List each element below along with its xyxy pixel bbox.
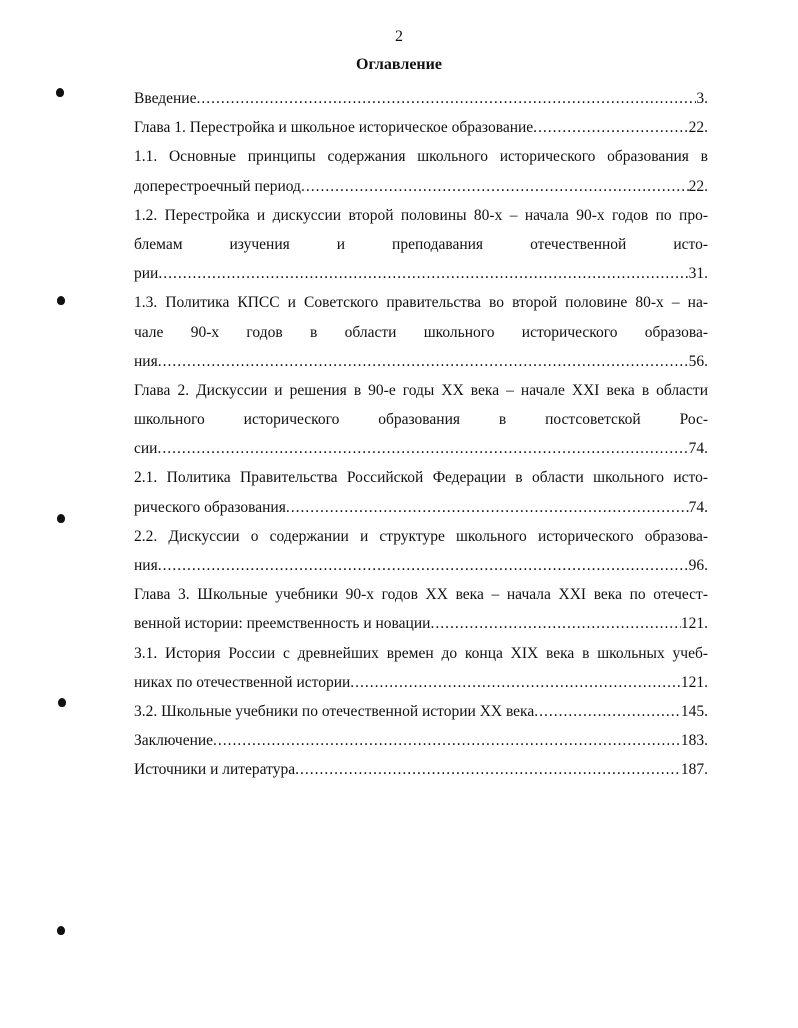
toc-entry-line: 1.3. Политика КПСС и Советского правительства во второй половине 80-х – на- (134, 294, 708, 312)
dot-leader (158, 259, 688, 288)
toc-entry-line: 1.1. Основные принципы содержания школьного исторического образования в (134, 148, 708, 166)
toc-entry-text: рии (134, 265, 159, 283)
toc-entry-text: Введение (134, 90, 197, 107)
table-of-contents (134, 84, 708, 785)
toc-entry-text: венной истории: преемственность и новации (134, 615, 431, 633)
toc-entry-section-1-3 (134, 288, 708, 376)
toc-title: Оглавление (356, 56, 442, 73)
punch-hole-mark (58, 698, 66, 707)
toc-entry-line: Глава 2. Дискуссии и решения в 90-е годы XX века – начале XXI века в области (134, 381, 708, 399)
toc-entry-line: блемам изучения и преподавания отечественной исто- (134, 235, 708, 253)
toc-entry-last-line (134, 493, 708, 522)
toc-page-number: 121. (680, 673, 708, 691)
toc-entry-section-3-2 (134, 697, 708, 726)
toc-entry-text: Заключение (134, 732, 214, 750)
toc-entry-line: чале 90-х годов в области школьного исторического образова- (134, 323, 708, 341)
toc-entry-chapter-3 (134, 580, 708, 638)
toc-entry-section-2-2 (134, 522, 708, 580)
toc-page-number: 183. (680, 732, 708, 750)
punch-hole-mark (57, 296, 65, 305)
dot-leader (301, 172, 689, 201)
toc-entry-text: доперестроечный период (134, 177, 301, 195)
toc-entry-last-line (134, 347, 708, 376)
toc-page-number: 3. (696, 90, 708, 107)
punch-hole-mark (56, 88, 64, 97)
punch-hole-mark (57, 926, 65, 935)
dot-leader (158, 551, 689, 580)
dot-leader (158, 347, 689, 376)
toc-entry-section-3-1 (134, 639, 708, 697)
toc-entry-line: 2.1. Политика Правительства Российской Федерации в области школьного исто- (134, 469, 708, 487)
toc-entry-last-line (134, 551, 708, 580)
toc-entry-text: никах по отечественной истории (134, 673, 351, 691)
dot-leader (286, 493, 689, 522)
toc-page-number: 74. (688, 498, 708, 516)
toc-entry-intro (134, 84, 708, 113)
toc-entry-last-line (134, 434, 708, 463)
toc-page-number: 22. (688, 119, 708, 137)
toc-entry-line: Глава 3. Школьные учебники 90-х годов XX века – начала XXI века по отечест- (134, 586, 708, 604)
toc-entry-section-2-1 (134, 463, 708, 521)
toc-page-number: 96. (688, 557, 708, 574)
toc-entry-text: ния (134, 557, 158, 574)
toc-page-number: 187. (680, 761, 708, 779)
page-number: 2 (395, 28, 403, 45)
dot-leader (534, 697, 681, 726)
toc-page-number: 31. (688, 265, 708, 283)
toc-entry-line: 2.2. Дискуссии о содержании и структуре школьного исторического образова- (134, 527, 708, 545)
dot-leader (196, 84, 696, 113)
toc-entry-line: 3.1. История России с древнейших времен до конца XIX века в школьных учеб- (134, 644, 708, 662)
toc-entry-chapter-2 (134, 376, 708, 464)
toc-page-number: 22. (688, 177, 708, 195)
toc-page-number: 74. (688, 440, 708, 458)
toc-entry-section-1-1 (134, 142, 708, 200)
toc-entry-last-line (134, 172, 708, 201)
toc-entry-text: Источники и литература (134, 761, 296, 779)
dot-leader (350, 668, 681, 697)
toc-entry-sources (134, 755, 708, 784)
toc-entry-line: 1.2. Перестройка и дискуссии второй половины 80-х – начала 90-х годов по про- (134, 206, 708, 224)
toc-entry-text: сии (134, 440, 158, 458)
toc-page-number: 121. (680, 615, 708, 633)
toc-page-number: 145. (680, 702, 708, 720)
dot-leader (533, 113, 688, 142)
toc-entry-chapter-1 (134, 113, 708, 142)
toc-entry-line: школьного исторического образования в постсоветской Рос- (134, 411, 708, 429)
dot-leader (295, 755, 681, 784)
dot-leader (157, 434, 688, 463)
toc-entry-text: ния (134, 352, 158, 370)
toc-entry-conclusion (134, 726, 708, 755)
toc-entry-last-line (134, 609, 708, 638)
dot-leader (430, 609, 680, 638)
toc-entry-last-line (134, 259, 708, 288)
toc-entry-section-1-2 (134, 201, 708, 289)
punch-hole-mark (57, 514, 65, 523)
toc-entry-last-line (134, 668, 708, 697)
toc-entry-text: рического образования (134, 498, 286, 516)
toc-page-number: 56. (688, 352, 708, 370)
toc-entry-text: Глава 1. Перестройка и школьное историческое образование (134, 119, 534, 137)
dot-leader (213, 726, 681, 755)
toc-entry-text: 3.2. Школьные учебники по отечественной истории XX века (134, 702, 535, 720)
